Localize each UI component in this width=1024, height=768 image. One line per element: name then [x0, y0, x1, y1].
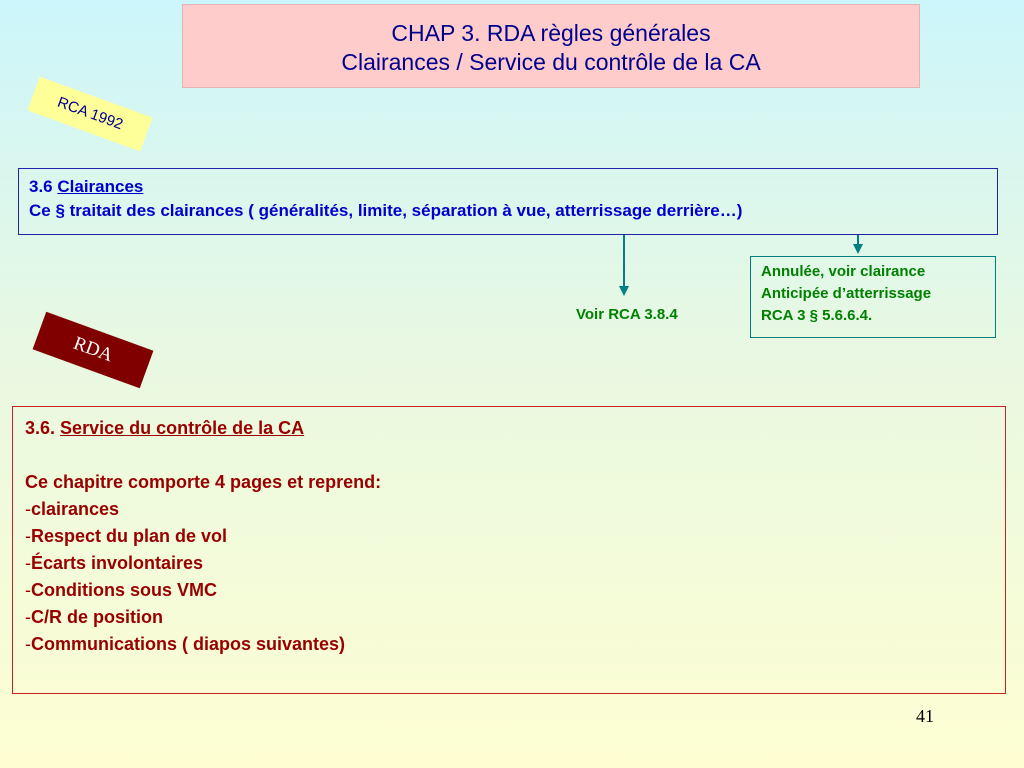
list-dash: -	[25, 553, 31, 573]
list-dash: -	[25, 580, 31, 600]
service-number: 3.6.	[25, 418, 56, 438]
clairances-number: 3.6	[29, 177, 53, 196]
list-item	[25, 496, 993, 523]
list-dash: -	[25, 499, 31, 519]
list-item-text: Conditions sous VMC	[31, 580, 217, 600]
arrow-to-voir-head	[619, 286, 629, 296]
slide-title	[182, 4, 920, 88]
list-dash: -	[25, 526, 31, 546]
list-item-text: clairances	[31, 499, 120, 519]
title-line-2: Clairances / Service du contrôle de la CA	[341, 49, 761, 75]
annulee-line-3: RCA 3 § 5.6.6.4.	[761, 307, 873, 324]
arrow-to-voir-shaft	[623, 235, 625, 287]
service-box	[12, 406, 1006, 694]
list-item	[25, 604, 993, 631]
list-item-text: Écarts involontaires	[31, 553, 204, 573]
title-line-1: CHAP 3. RDA règles générales	[391, 20, 711, 46]
list-item	[25, 577, 993, 604]
voir-rca-label: Voir RCA 3.8.4	[576, 306, 678, 323]
spacer	[25, 442, 993, 469]
rda-tag: RDA	[33, 312, 154, 389]
clairances-heading-line	[29, 175, 987, 199]
rca-1992-tag: RCA 1992	[27, 77, 152, 152]
annulee-box	[750, 256, 996, 338]
list-dash: -	[25, 634, 31, 654]
annulee-line-2: Anticipée d’atterrissage	[761, 285, 932, 302]
clairances-heading: Clairances	[57, 177, 144, 196]
annulee-line-1: Annulée, voir clairance	[761, 263, 926, 280]
service-intro: Ce chapitre comporte 4 pages et reprend:	[25, 472, 382, 492]
page-number: 41	[916, 706, 934, 726]
arrow-to-annulee-head	[853, 244, 863, 254]
list-item	[25, 550, 993, 577]
list-item-text: Respect du plan de vol	[31, 526, 228, 546]
list-dash: -	[25, 607, 31, 627]
clairances-box	[18, 168, 998, 235]
list-item-text: Communications ( diapos suivantes)	[31, 634, 346, 654]
list-item-text: C/R de position	[31, 607, 163, 627]
list-item	[25, 631, 993, 658]
list-item	[25, 523, 993, 550]
service-heading: Service du contrôle de la CA	[60, 418, 305, 438]
service-heading-line	[25, 415, 993, 442]
clairances-text: Ce § traitait des clairances ( généralités, limite, séparation à vue, atterrissage derrière…)	[29, 201, 743, 220]
